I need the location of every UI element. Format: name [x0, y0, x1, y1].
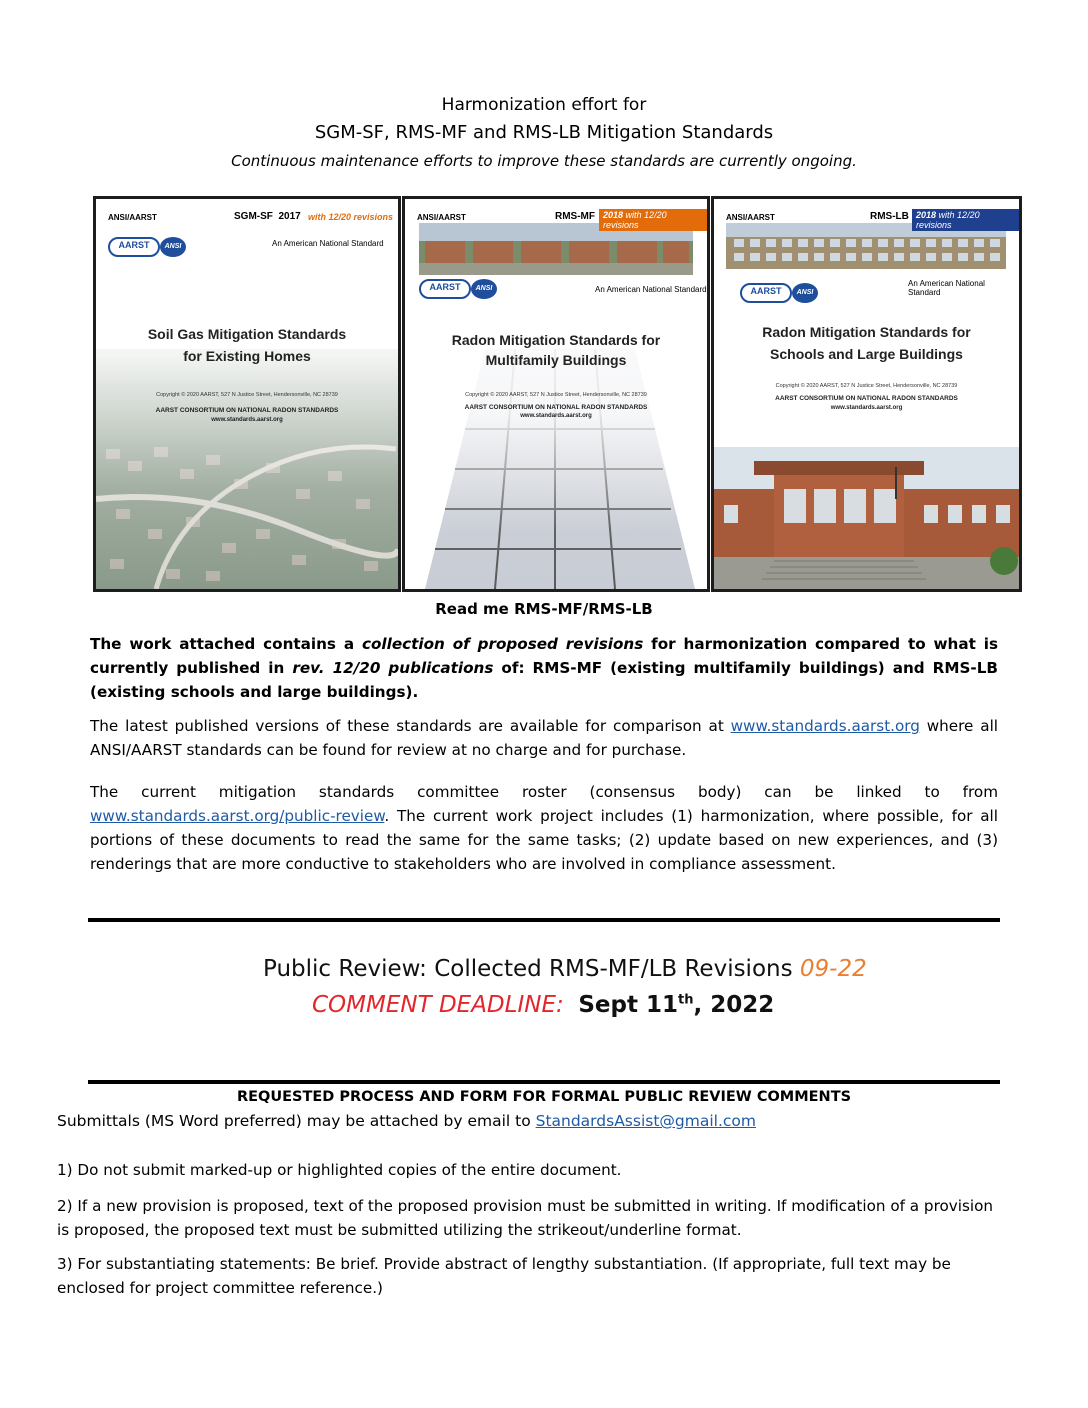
cover-org: ANSI/AARST — [726, 213, 775, 222]
cover-code: SGM-SF 2017 — [234, 211, 301, 222]
standards-link[interactable]: www.standards.aarst.org — [730, 717, 920, 735]
cover-title-1: Radon Mitigation Standards for — [451, 332, 661, 348]
aarst-ansi-logo: AARST ANSI — [108, 237, 198, 261]
cover-rev: 2018 with 12/20 revisions — [599, 209, 707, 231]
cover-url: www.standards.aarst.org — [520, 413, 592, 419]
cover-org: ANSI/AARST — [417, 213, 466, 222]
requested-process-heading: REQUESTED PROCESS AND FORM FOR FORMAL PUBLIC REVIEW COMMENTS — [236, 1089, 852, 1105]
cover-url: www.standards.aarst.org — [211, 417, 283, 423]
cover-title-1: Soil Gas Mitigation Standards — [147, 326, 347, 342]
cover-consortium: AARST CONSORTIUM ON NATIONAL RADON STANDARDS — [464, 404, 648, 411]
intro-paragraph: The work attached contains a collection of proposed revisions for harmonization compared to what is currently published in rev. 12/20 publications of: RMS-MF (existing multifamily buildings) and RMS-LB (existing schools and large buildings). — [90, 635, 998, 701]
public-review-link[interactable]: www.standards.aarst.org/public-review — [90, 807, 385, 825]
published-versions-paragraph: The latest published versions of these standards are available for comparison at www.standards.aarst.org where all ANSI/AARST standards can be found for review at no charge and for purchase. — [90, 717, 999, 759]
email-link[interactable]: StandardsAssist@gmail.com — [535, 1112, 756, 1130]
list-item: 1) Do not submit marked-up or highlighted copies of the entire document. — [57, 1161, 622, 1179]
cover-url: www.standards.aarst.org — [830, 405, 903, 411]
submittals-line: Submittals (MS Word preferred) may be attached by email to StandardsAssist@gmail.com — [57, 1112, 756, 1130]
readme-heading: Read me RMS-MF/RMS-LB — [435, 600, 653, 618]
aarst-ansi-logo: AARST ANSI — [740, 283, 830, 307]
cover-rms-mf — [402, 196, 710, 592]
cover-rev: 2018 with 12/20 revisions — [912, 209, 1019, 231]
cover-american-standard: An American National Standard — [272, 239, 384, 248]
school-building-image — [714, 199, 1019, 589]
divider — [88, 1080, 1000, 1084]
cover-american-standard: An American National Standard — [908, 279, 985, 297]
divider — [88, 918, 1000, 922]
cover-org: ANSI/AARST — [108, 213, 157, 222]
cover-rms-lb — [711, 196, 1022, 592]
header-line-2: SGM-SF, RMS-MF and RMS-LB Mitigation Standards — [314, 122, 774, 143]
aarst-ansi-logo: AARST ANSI — [419, 279, 509, 303]
cover-american-standard: An American National Standard — [595, 285, 707, 294]
cover-copyright: Copyright © 2020 AARST, 527 N Justice Street, Hendersonville, NC 28739 — [775, 383, 958, 389]
cover-code: RMS-MF — [555, 211, 595, 222]
cover-title-2: Multifamily Buildings — [485, 352, 627, 368]
cover-consortium: AARST CONSORTIUM ON NATIONAL RADON STANDARDS — [155, 407, 339, 414]
list-item: 2) If a new provision is proposed, text of the proposed provision must be submitted in writing. If modification of a provision is proposed, the proposed text must be submitted utilizing the strikeout/underline format. — [57, 1197, 994, 1239]
header-line-1: Harmonization effort for — [441, 95, 647, 115]
cover-title-1: Radon Mitigation Standards for — [762, 324, 971, 340]
cover-title-2: Schools and Large Buildings — [770, 346, 963, 362]
cover-code: RMS-LB — [870, 211, 909, 222]
comment-deadline: COMMENT DEADLINE: Sept 11th, 2022 — [312, 992, 775, 1018]
roster-paragraph: The current mitigation standards committee roster (consensus body) can be linked to from www.standards.aarst.org/public-review. The current work project includes (1) harmonization, where possible, for all portions of these documents to read the same for the same tasks; (2) update based on new experiences, and (3) renderings that are more conductive to stakeholders who are involved in compliance assessment. — [90, 783, 998, 873]
cover-copyright: Copyright © 2020 AARST, 527 N Justice Street, Hendersonville, NC 28739 — [156, 392, 338, 398]
header-subtitle: Continuous maintenance efforts to improve these standards are currently ongoing. — [231, 152, 857, 170]
cover-consortium: AARST CONSORTIUM ON NATIONAL RADON STANDARDS — [775, 395, 958, 402]
cover-sgm-sf — [93, 196, 401, 592]
list-item: 3) For substantiating statements: Be brief. Provide abstract of lengthy substantiation. (If appropriate, full text may be enclosed for project committee reference.) — [57, 1255, 951, 1297]
cover-copyright: Copyright © 2020 AARST, 527 N Justice Street, Hendersonville, NC 28739 — [465, 392, 647, 398]
cover-rev: with 12/20 revisions — [308, 212, 394, 222]
cover-title-2: for Existing Homes — [183, 348, 311, 364]
public-review-title: Public Review: Collected RMS-MF/LB Revisions 09-22 — [263, 956, 867, 982]
